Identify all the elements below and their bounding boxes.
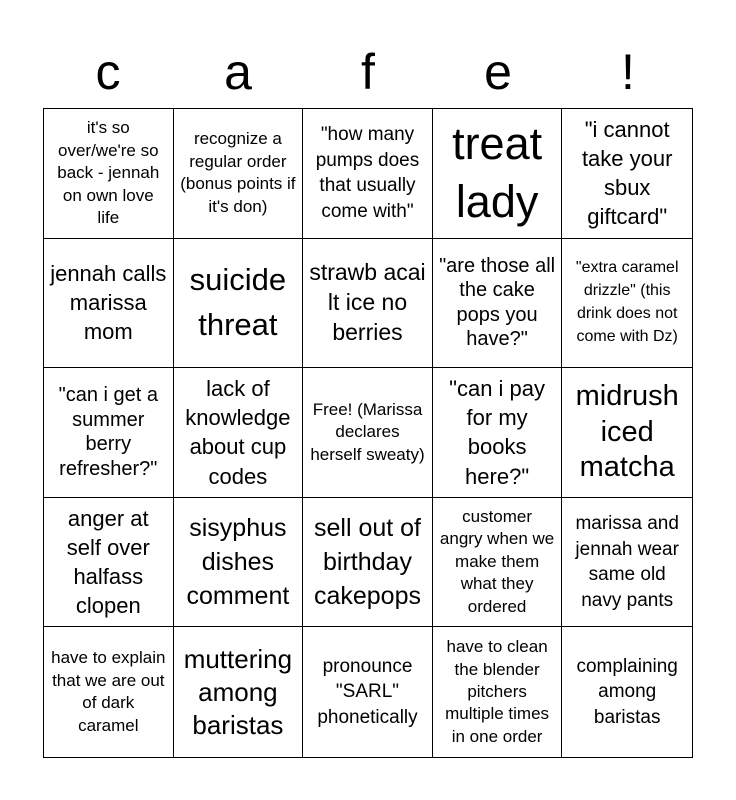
bingo-header	[43, 40, 693, 108]
bingo-cell[interactable]: midrush iced matcha	[562, 368, 692, 498]
bingo-cell[interactable]: recognize a regular order (bonus points if it's don)	[174, 109, 304, 239]
bingo-cell[interactable]: customer angry when we make them what they ordered	[433, 498, 563, 628]
bingo-cell[interactable]: have to explain that we are out of dark caramel	[44, 627, 174, 757]
bingo-cell[interactable]: "can i pay for my books here?"	[433, 368, 563, 498]
bingo-cell[interactable]: it's so over/we're so back - jennah on own love life	[44, 109, 174, 239]
bingo-cell[interactable]: have to clean the blender pitchers multiple times in one order	[433, 627, 563, 757]
bingo-cell[interactable]: anger at self over halfass clopen	[44, 498, 174, 628]
bingo-cell[interactable]: treat lady	[433, 109, 563, 239]
bingo-cell[interactable]: sisyphus dishes comment	[174, 498, 304, 628]
bingo-cell[interactable]: strawb acai lt ice no berries	[303, 239, 433, 369]
bingo-cell[interactable]: jennah calls marissa mom	[44, 239, 174, 369]
header-letter-c: c	[95, 44, 121, 100]
bingo-cell[interactable]: "are those all the cake pops you have?"	[433, 239, 563, 369]
bingo-cell[interactable]: muttering among baristas	[174, 627, 304, 757]
bingo-cell-free[interactable]: Free! (Marissa declares herself sweaty)	[303, 368, 433, 498]
bingo-cell[interactable]: marissa and jennah wear same old navy pants	[562, 498, 692, 628]
bingo-cell[interactable]: "i cannot take your sbux giftcard"	[562, 109, 692, 239]
bingo-board	[43, 108, 693, 758]
header-letter-exclamation: !	[621, 44, 635, 100]
bingo-cell[interactable]: "how many pumps does that usually come with"	[303, 109, 433, 239]
bingo-cell[interactable]: complaining among baristas	[576, 656, 678, 728]
header-letter-a: a	[224, 44, 252, 100]
bingo-cell[interactable]: suicide threat	[174, 239, 304, 369]
bingo-cell[interactable]: "extra caramel drizzle" (this drink does not come with Dz)	[562, 239, 692, 369]
bingo-cell[interactable]: sell out of birthday cakepops	[303, 498, 433, 628]
bingo-cell[interactable]: "can i get a summer berry refresher?"	[44, 368, 174, 498]
bingo-cell[interactable]: lack of knowledge about cup codes	[174, 368, 304, 498]
header-letter-f: f	[361, 44, 375, 100]
header-letter-e: e	[484, 44, 512, 100]
bingo-cell[interactable]: pronounce "SARL" phonetically	[303, 627, 433, 757]
